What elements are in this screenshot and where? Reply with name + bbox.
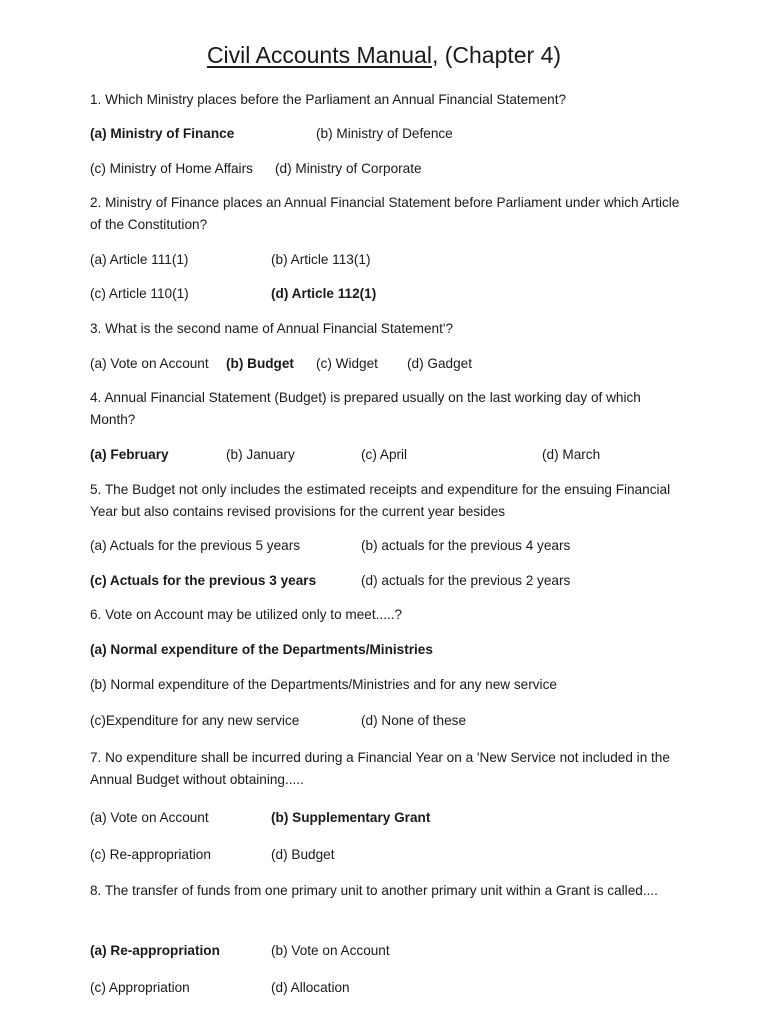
q6-option-d: (d) None of these [361,713,467,728]
question-4: 4. Annual Financial Statement (Budget) is prepared usually on the last working day of which Month? [90,390,641,427]
q8-option-c: (c) Appropriation [90,980,190,995]
q3-option-d: (d) Gadget [407,356,472,371]
q1-option-d: (d) Ministry of Corporate [275,161,422,176]
q5-option-c: (c) Actuals for the previous 3 years [90,573,317,588]
q2-option-a: (a) Article 111(1) [90,252,189,267]
q6-option-c: (c)Expenditure for any new service [90,713,300,728]
q1-option-b: (b) Ministry of Defence [316,126,453,141]
q7-option-c: (c) Re-appropriation [90,847,211,862]
q3-option-a: (a) Vote on Account [90,356,209,371]
q7-option-d: (d) Budget [271,847,335,862]
q4-option-b: (b) January [226,447,295,462]
question-1: 1. Which Ministry places before the Parliament an Annual Financial Statement? [90,92,567,107]
question-2: 2. Ministry of Finance places an Annual Financial Statement before Parliament under which Article of the Constitution? [90,195,680,232]
title-chapter: , (Chapter 4) [431,42,562,68]
question-7: 7. No expenditure shall be incurred during a Financial Year on a 'New Service not included in the Annual Budget without obtaining..... [90,750,670,787]
q2-option-d: (d) Article 112(1) [271,286,377,301]
q5-option-b: (b) actuals for the previous 4 years [361,538,571,553]
title-main: Civil Accounts Manual [206,42,432,68]
q1-option-a: (a) Ministry of Finance [90,126,235,141]
question-8: 8. The transfer of funds from one primary unit to another primary unit within a Grant is called.... [90,883,658,898]
q7-option-a: (a) Vote on Account [90,810,209,825]
q2-option-c: (c) Article 110(1) [90,286,189,301]
q4-option-c: (c) April [361,447,408,462]
q6-option-b: (b) Normal expenditure of the Departments/Ministries and for any new service [90,677,557,692]
q3-option-b: (b) Budget [226,356,294,371]
q8-option-b: (b) Vote on Account [271,943,390,958]
question-5: 5. The Budget not only includes the estimated receipts and expenditure for the ensuing Financial Year but also contains revised provisions for the current year besides [90,482,671,519]
q4-option-d: (d) March [542,447,601,462]
q5-option-a: (a) Actuals for the previous 5 years [90,538,301,553]
q7-option-b: (b) Supplementary Grant [271,810,431,825]
q2-option-b: (b) Article 113(1) [271,252,371,267]
question-3: 3. What is the second name of Annual Financial Statement'? [90,321,454,336]
q1-option-c: (c) Ministry of Home Affairs [90,161,253,176]
question-6: 6. Vote on Account may be utilized only to meet.....? [90,607,403,622]
q4-option-a: (a) February [90,447,169,462]
q3-option-c: (c) Widget [316,356,378,371]
q8-option-a: (a) Re-appropriation [90,943,220,958]
q8-option-d: (d) Allocation [271,980,350,995]
q6-option-a: (a) Normal expenditure of the Departments/Ministries [90,642,433,657]
page-title [0,40,768,70]
q5-option-d: (d) actuals for the previous 2 years [361,573,571,588]
